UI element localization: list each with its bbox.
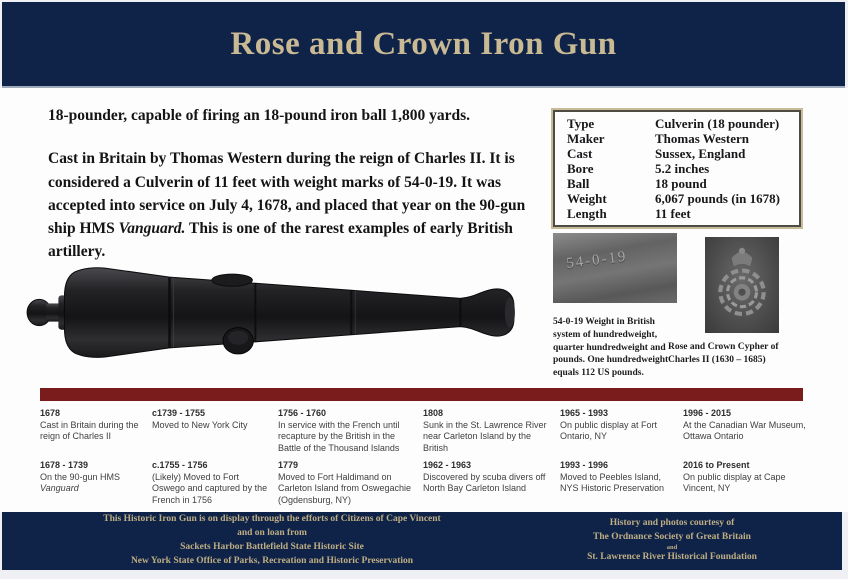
timeline-entry-1996-2015: 1996 - 2015 At the Canadian War Museum, Ottawa Ontario xyxy=(683,408,806,442)
timeline-entry-1993-1996: 1993 - 1996 Moved to Peebles Island, NYS Historic Preservation xyxy=(560,460,665,494)
spec-row-type: Type Culverin (18 pounder) xyxy=(567,116,780,131)
timeline-entry-c1755-1756: c.1755 - 1756 (Likely) Moved to Fort Oswego and captured by the French in 1756 xyxy=(152,460,268,506)
footer-credits-right: History and photos courtesy of The Ordnance Society of Great Britain and St. Lawrence River Historical Foundation xyxy=(587,517,757,563)
timeline-entry-1678-1739: 1678 - 1739 On the 90-gun HMS Vanguard xyxy=(40,460,121,494)
spec-row-cast: Cast Sussex, England xyxy=(567,146,746,161)
timeline-bar xyxy=(40,388,803,401)
timeline-entry-c1739-1755: c1739 - 1755 Moved to New York City xyxy=(152,408,248,430)
weight-mark-photo xyxy=(553,233,677,303)
timeline-entry-1756-1760: 1756 - 1760 In service with the French until recapture by the British in the Battle of the Thousand Islands xyxy=(278,408,400,454)
rose-cypher-illustration xyxy=(711,243,773,327)
timeline-entry-1965-1993: 1965 - 1993 On public display at Fort Ontario, NY xyxy=(560,408,658,442)
footer-band xyxy=(2,512,842,570)
intro-paragraph-2: Cast in Britain by Thomas Western during the reign of Charles II. It is considered a Culverin of 11 feet with weight marks of 54-0-19. It was accepted into service on July 4, 1678, and placed that year on the 90-gun ship HMS Vanguard. This is one of the rarest examples of early British artillery. xyxy=(48,150,526,261)
weight-mark-engraving: 54-0-19 xyxy=(565,248,629,272)
body-area xyxy=(0,88,848,512)
spec-row-maker: Maker Thomas Western xyxy=(567,131,750,146)
spec-row-bore: Bore 5.2 inches xyxy=(567,161,710,176)
footer-credits-left: This Historic Iron Gun is on display through the efforts of Citizens of Cape Vincent and on loan from Sackets Harbor Battlefield State Historic Site New York State Office of Parks, Recreation and Historic Preservation xyxy=(103,514,441,566)
cannon-photo xyxy=(18,248,523,373)
spec-row-ball: Ball 18 pound xyxy=(567,176,707,191)
intro-paragraph-1: 18-pounder, capable of firing an 18-pound iron ball 1,800 yards. xyxy=(48,107,471,124)
timeline-entry-1962-1963: 1962 - 1963 Discovered by scuba divers off North Bay Carleton Island xyxy=(423,460,546,494)
timeline-entry-1779: 1779 Moved to Fort Haldimand on Carleton Island from Oswegachie (Ogdensburg, NY) xyxy=(278,460,412,506)
cannon-illustration xyxy=(18,248,523,373)
spec-row-weight: Weight 6,067 pounds (in 1678) xyxy=(567,191,780,206)
page-title: Rose and Crown Iron Gun xyxy=(230,25,617,62)
intro-text xyxy=(48,104,548,264)
spec-table xyxy=(553,110,801,227)
header-band xyxy=(2,2,845,88)
weight-mark-caption: 54-0-19 Weight in British system of hundredweight, quarter hundredweight and pounds. One hundredweight equals 112 US pounds. xyxy=(553,317,669,379)
timeline-entry-2016-present: 2016 to Present On public display at Cape Vincent, NY xyxy=(683,460,786,494)
timeline-entry-1808: 1808 Sunk in the St. Lawrence River near Carleton Island by the British xyxy=(423,408,547,454)
rose-cypher-photo xyxy=(705,237,779,333)
cypher-caption: Rose and Crown Cypher of Charles II (1630 – 1685) xyxy=(668,342,779,365)
timeline-entry-1678: 1678 Cast in Britain during the reign of Charles II xyxy=(40,408,139,442)
ship-name-italic: Vanguard. xyxy=(118,220,186,237)
spec-row-length: Length 11 feet xyxy=(567,206,691,221)
